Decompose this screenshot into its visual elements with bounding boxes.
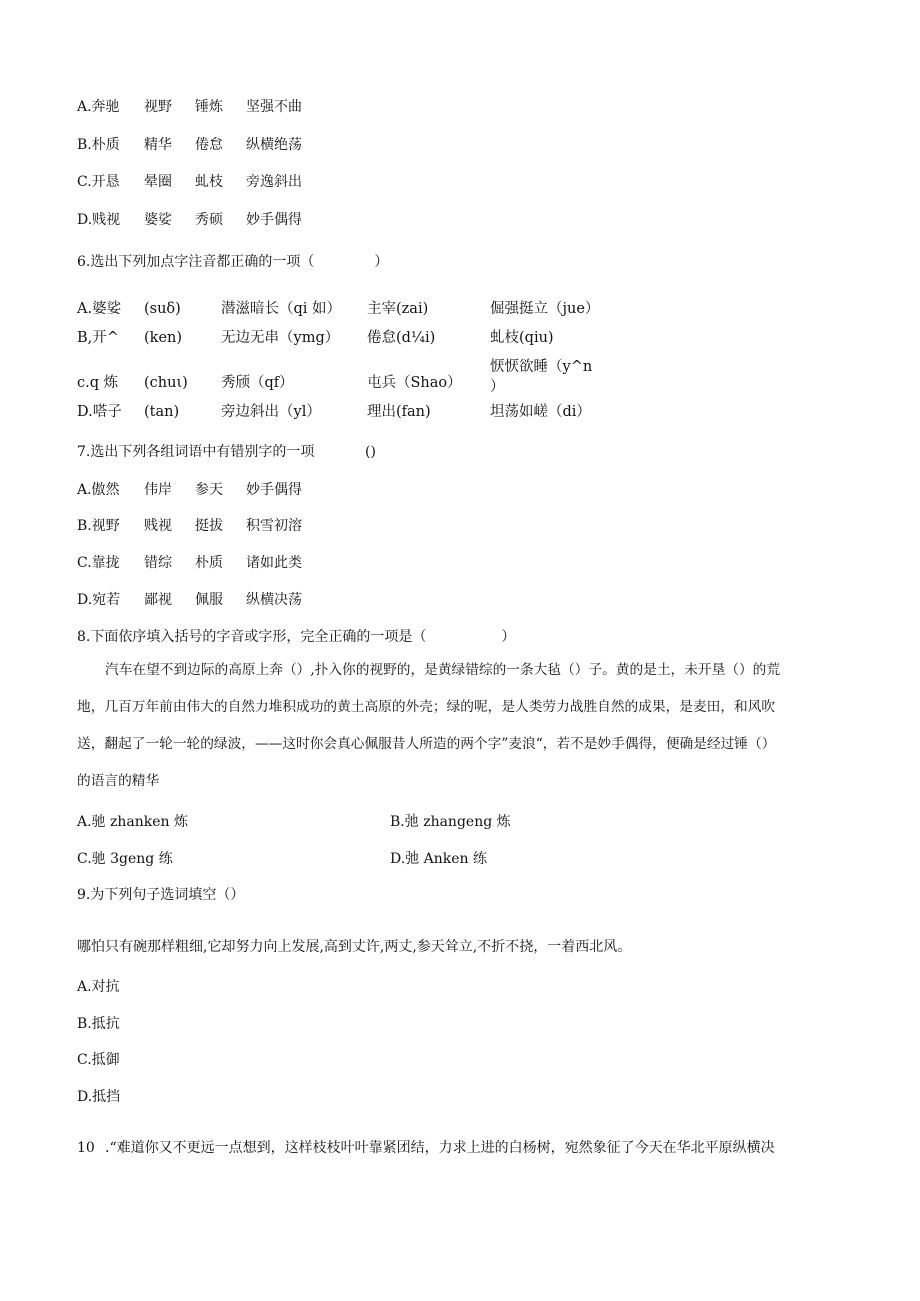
q5-option-a [77, 97, 302, 117]
option-word: 妙手偶得 [246, 212, 302, 228]
q9-option-d: D.抵挡 [77, 1089, 121, 1105]
q10-text: .“难道你又不更远一点想到，这样枝枝叶叶靠紧团结，力求上进的白杨树，宛然象征了今天在华北平原纵横决 [105, 1140, 775, 1156]
option-word: 秀硕 [195, 212, 223, 228]
q7-stem [77, 442, 314, 462]
pinyin-item: 坦荡如嵯（di） [490, 404, 591, 420]
option-word: 纵横决荡 [246, 592, 302, 608]
pinyin-item: 无边无串（ymg） [221, 330, 340, 346]
q10-number: 10 [77, 1140, 95, 1156]
option-word: 朴质 [195, 555, 223, 571]
q6-row-c [77, 359, 637, 395]
pinyin-item: 屯兵（Shao） [367, 375, 462, 391]
q8-passage-line-1: 汽车在望不到边际的高原上奔（）,扑入你的视野的，是黄绿错综的一条大毡（）子。黄的是土，未开垦（）的荒 [105, 662, 781, 678]
pinyin-item: 虬枝(qiu) [490, 330, 554, 346]
option-label: A.奔驰 [77, 99, 120, 115]
option-word: 婆娑 [144, 212, 172, 228]
q7-paren: () [365, 444, 376, 460]
option-word: 旁逸斜出 [246, 174, 302, 190]
question-stem: 8.下面依序填入括号的字音或字形，完全正确的一项是（ [77, 629, 427, 645]
pinyin-item: 潜滋暗长（qi 如） [221, 301, 342, 317]
pinyin-item: 旁边斜出（yl） [221, 404, 321, 420]
q5-option-b [77, 135, 302, 155]
option-label: B.视野 [77, 518, 120, 534]
option-word: 挺拔 [195, 518, 223, 534]
pinyin-item: (ken) [144, 330, 183, 346]
q6-row-a [77, 298, 637, 320]
pinyin-item-tail: ） [490, 379, 505, 395]
q9-option-b: B.抵抗 [77, 1016, 120, 1032]
q8-option-a: A.驰 zhanken 炼 [77, 814, 189, 830]
pinyin-item: (suδ) [144, 301, 181, 317]
pinyin-item: 恹恹欲睡（y^n [490, 359, 593, 375]
option-word: 晕圈 [144, 174, 172, 190]
q9-stem: 9.为下列句子选词填空（） [77, 887, 245, 903]
q8-option-b: B.弛 zhangeng 炼 [390, 814, 511, 830]
question-stem: 7.选出下列各组词语中有错别字的一项 [77, 444, 315, 460]
option-word: 错综 [144, 555, 172, 571]
pinyin-item: c.q 炼 [77, 375, 119, 391]
option-word: 精华 [144, 137, 172, 153]
q8-passage-line-3: 送，翻起了一轮一轮的绿波，——这时你会真心佩服昔人所造的两个字”麦浪“，若不是妙手偶得，便确是经过锤（） [77, 736, 776, 752]
pinyin-item: 倦怠(d¼i) [367, 330, 436, 346]
pinyin-item: B,开^ [77, 330, 119, 346]
pinyin-item: (chuι) [144, 375, 188, 391]
option-word: 倦怠 [195, 137, 223, 153]
q8-passage-line-2: 地，几百万年前由伟大的自然力堆积成功的黄土高原的外壳；绿的呢，是人类劳力战胜自然的成果，是麦田，和风吹 [77, 699, 776, 715]
q7-option-d [77, 590, 302, 610]
option-word: 积雪初溶 [246, 518, 302, 534]
q5-option-d [77, 210, 302, 230]
option-label: D.贱视 [77, 212, 121, 228]
option-word: 纵横绝荡 [246, 137, 302, 153]
q5-option-c [77, 172, 302, 192]
q8-passage-line-4: 的语言的精华 [77, 773, 160, 789]
q8-stem [77, 627, 515, 647]
option-word: 视野 [144, 99, 172, 115]
option-word: 坚强不曲 [246, 99, 302, 115]
option-word: 鄙视 [144, 592, 172, 608]
option-label: D.宛若 [77, 592, 121, 608]
pinyin-item: 主宰(zai) [367, 301, 429, 317]
option-word: 伟岸 [144, 482, 172, 498]
pinyin-item: 倔强挺立（jue） [490, 301, 600, 317]
q8-option-d: D.弛 Anken 练 [390, 851, 487, 867]
pinyin-item: 秀颀（qf） [221, 375, 294, 391]
option-word: 贱视 [144, 518, 172, 534]
question-stem-end: ） [501, 629, 516, 645]
q6-row-b [77, 327, 637, 349]
option-word: 锤炼 [195, 99, 223, 115]
question-stem-end: ） [374, 254, 389, 270]
q9-option-a: A.对抗 [77, 979, 120, 995]
q9-option-c: C.抵御 [77, 1052, 120, 1068]
option-word: 虬枝 [195, 174, 223, 190]
option-label: C.靠拢 [77, 555, 120, 571]
option-label: B.朴质 [77, 137, 120, 153]
option-word: 妙手偶得 [246, 482, 302, 498]
pinyin-item: D.嗒子 [77, 404, 122, 420]
pinyin-item: A.婆娑 [77, 301, 122, 317]
pinyin-item: (tan) [144, 404, 180, 420]
pinyin-item: 理出(fan) [367, 404, 431, 420]
q9-sentence: 哪怕只有碗那样粗细,它却努力向上发展,高到丈许,两丈,参天耸立,不折不挠，一着西北风。 [77, 939, 632, 955]
option-word: 参天 [195, 482, 223, 498]
q7-option-c [77, 553, 302, 573]
question-stem: 6.选出下列加点字注音都正确的一项（ [77, 254, 315, 270]
q8-option-c: C.驰 3geng 练 [77, 851, 173, 867]
option-word: 佩服 [195, 592, 223, 608]
q7-option-a [77, 480, 302, 500]
option-label: A.傲然 [77, 482, 120, 498]
option-word: 诸如此类 [246, 555, 302, 571]
q6-row-d [77, 401, 637, 423]
q6-stem [77, 252, 388, 272]
option-label: C.开恳 [77, 174, 120, 190]
q7-option-b [77, 516, 302, 536]
